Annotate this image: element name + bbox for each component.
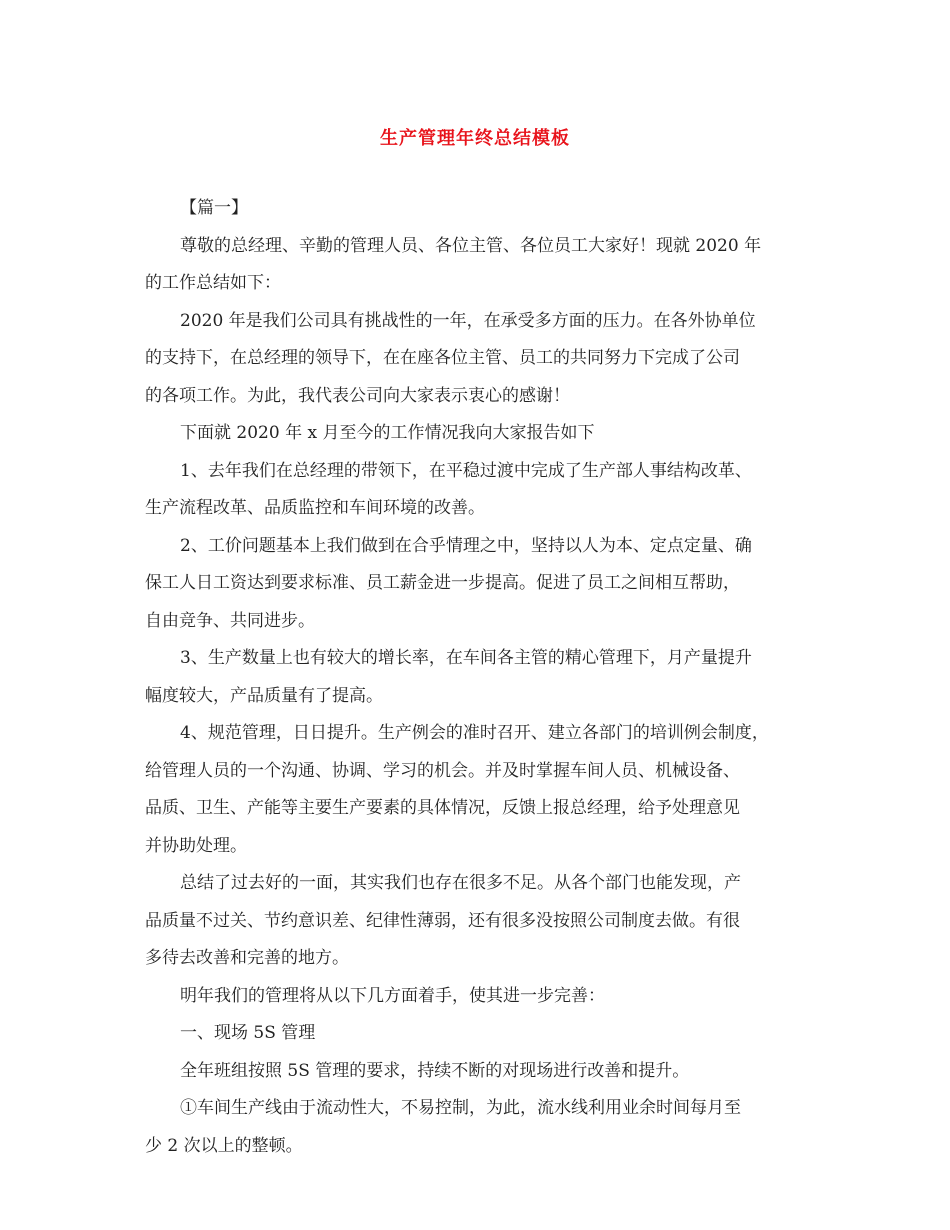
paragraph-line: 4、规范管理，日日提升。生产例会的准时召开、建立各部门的培训例会制度， [180, 723, 769, 743]
paragraph-line: 下面就 2020 年 x 月至今的工作情况我向大家报告如下 [180, 423, 595, 443]
paragraph-line: 【篇一】 [180, 198, 248, 218]
paragraph-line: 明年我们的管理将从以下几方面着手，使其进一步完善： [180, 985, 605, 1006]
paragraph-line: 尊敬的总经理、辛勤的管理人员、各位主管、各位员工大家好！现就 2020 年 [180, 235, 762, 256]
paragraph-line: 品质量不过关、节约意识差、纪律性薄弱，还有很多没按照公司制度去做。有很 [145, 910, 740, 931]
paragraph-line: 少 2 次以上的整顿。 [145, 1135, 303, 1156]
paragraph-line: 给管理人员的一个沟通、协调、学习的机会。并及时掌握车间人员、机械设备、 [145, 760, 740, 781]
paragraph-line: 2、工价问题基本上我们做到在合乎情理之中，坚持以人为本、定点定量、确 [180, 535, 752, 556]
paragraph-line: 并协助处理。 [145, 835, 247, 856]
paragraph-line: 的各项工作。为此，我代表公司向大家表示衷心的感谢！ [145, 385, 570, 406]
paragraph-line: 生产流程改革、品质监控和车间环境的改善。 [145, 498, 485, 518]
paragraph-line: 总结了过去好的一面，其实我们也存在很多不足。从各个部门也能发现，产 [180, 873, 741, 893]
paragraph-line: 幅度较大，产品质量有了提高。 [145, 685, 383, 706]
paragraph-line: 1、去年我们在总经理的带领下，在平稳过渡中完成了生产部人事结构改革、 [180, 460, 752, 481]
paragraph-line: ①车间生产线由于流动性大，不易控制，为此，流水线利用业余时间每月至 [180, 1098, 741, 1118]
paragraph-line: 2020 年是我们公司具有挑战性的一年，在承受多方面的压力。在各外协单位 [180, 310, 756, 331]
document-body [145, 190, 815, 1165]
paragraph-line: 全年班组按照 5S 管理的要求，持续不断的对现场进行改善和提升。 [180, 1060, 690, 1081]
document-title: 生产管理年终总结模板 [380, 128, 570, 149]
paragraph-line: 的支持下，在总经理的领导下，在在座各位主管、员工的共同努力下完成了公司 [145, 348, 740, 368]
paragraph-line: 3、生产数量上也有较大的增长率，在车间各主管的精心管理下，月产量提升 [180, 648, 752, 668]
paragraph-line: 自由竞争、共同进步。 [145, 610, 315, 631]
paragraph-line: 品质、卫生、产能等主要生产要素的具体情况，反馈上报总经理，给予处理意见 [145, 798, 740, 818]
paragraph-line: 的工作总结如下： [145, 273, 281, 293]
paragraph-line: 多待去改善和完善的地方。 [145, 948, 349, 968]
paragraph-line: 保工人日工资达到要求标准、员工薪金进一步提高。促进了员工之间相互帮助， [145, 573, 740, 593]
paragraph-line: 一、现场 5S 管理 [180, 1023, 316, 1043]
